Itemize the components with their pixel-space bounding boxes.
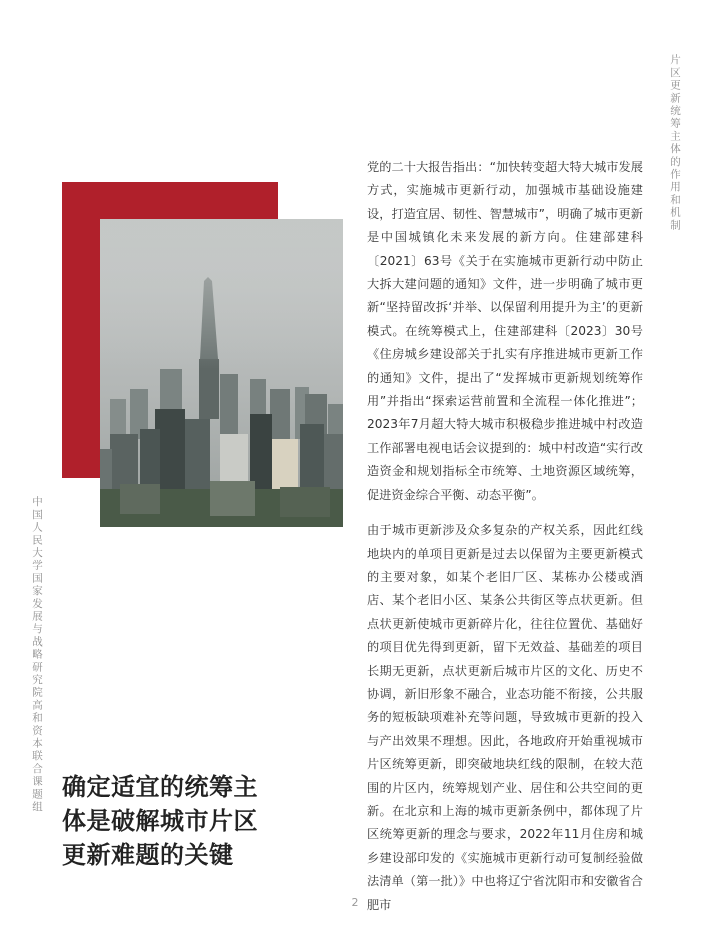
skyline-illustration <box>100 219 343 527</box>
title-line: 体是破解城市片区 <box>62 806 258 835</box>
author-label-vertical: 中国人民大学国家发展与战略研究院高和资本联合课题组 <box>31 496 43 814</box>
running-header-vertical: 片区更新统筹主体的作用和机制 <box>669 54 681 232</box>
paragraph: 由于城市更新涉及众多复杂的产权关系，因此红线地块内的单项目更新是过去以保留为主要更新模式的主要对象，如某个老旧厂区、某栋办公楼或酒店、某个老旧小区、某条公共街区等点状更新。但点状更新使城市更新碎片化，往往位置优、基础好的项目优先得到更新，留下无效益、基础差的项目长期无更新，点状更新后城市片区的文化、历史不协调，新旧形象不融合，业态功能不衔接，公共服务的短板缺项难补充等问题，导致城市更新的投入与产出效果不理想。因此，各地政府开始重视城市片区统筹更新，即突破地块红线的限制，在较大范围的片区内，统筹规划产业、居住和公共空间的更新。在北京和上海的城市更新条例中，都体现了片区统筹更新的理念与要求，2022年11月住房和城乡建设部印发的《实施城市更新行动可复制经验做法清单（第一批）》中也将辽宁省沈阳市和安徽省合肥市 <box>367 523 643 912</box>
section-title <box>62 770 322 872</box>
title-line: 确定适宜的统筹主 <box>62 772 258 801</box>
page-number: 2 <box>351 896 359 909</box>
city-skyline-photo <box>100 219 343 527</box>
title-line: 更新难题的关键 <box>62 840 234 869</box>
article-body <box>367 156 643 917</box>
paragraph: 党的二十大报告指出：“加快转变超大特大城市发展方式，实施城市更新行动，加强城市基础设施建设，打造宜居、韧性、智慧城市”，明确了城市更新是中国城镇化未来发展的新方向。住建部建科〔2021〕63号《关于在实施城市更新行动中防止大拆大建问题的通知》文件，进一步明确了城市更新“坚持留改拆‘并举、以保留利用提升为主’的更新模式。在统筹模式上，住建部建科〔2023〕30号《住房城乡建设部关于扎实有序推进城市更新工作的通知》文件，提出了“发挥城市更新规划统筹作用”并指出“探索运营前置和全流程一体化推进”；2023年7月超大特大城市积极稳步推进城中村改造工作部署电视电话会议提到的：城中村改造“实行改造资金和规划指标全市统筹、土地资源区域统筹，促进资金综合平衡、动态平衡”。 <box>367 160 643 502</box>
